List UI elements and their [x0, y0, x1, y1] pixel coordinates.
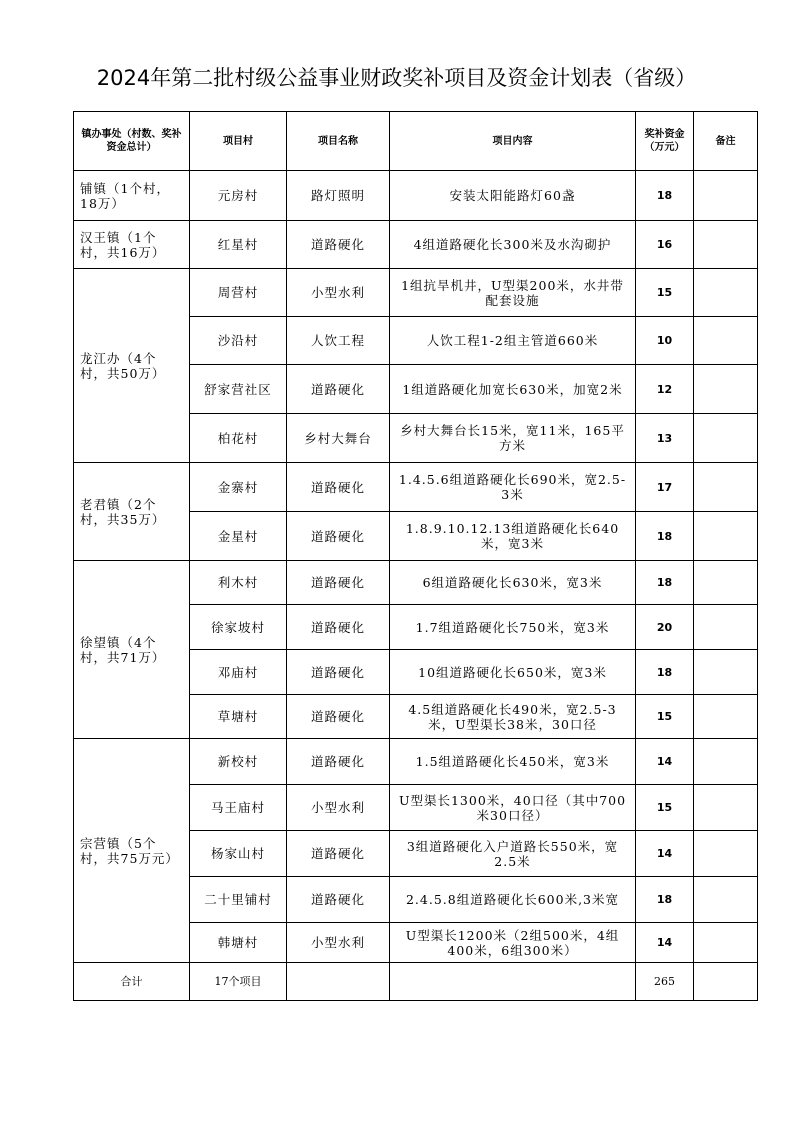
project-cell: 道路硬化 — [287, 561, 390, 605]
note-cell — [694, 739, 758, 785]
table-row — [74, 463, 758, 512]
table-row — [74, 561, 758, 605]
fund-cell: 18 — [636, 512, 694, 561]
town-cell: 龙江办（4个村，共50万） — [74, 269, 190, 463]
project-cell: 道路硬化 — [287, 739, 390, 785]
content-cell: 人饮工程1-2组主管道660米 — [390, 317, 636, 365]
content-cell: 乡村大舞台长15米，宽11米，165平方米 — [390, 414, 636, 463]
fund-cell: 13 — [636, 414, 694, 463]
project-cell: 道路硬化 — [287, 695, 390, 739]
content-cell: 4组道路硬化长300米及水沟砌护 — [390, 221, 636, 269]
fund-cell: 15 — [636, 269, 694, 317]
content-cell: 3组道路硬化入户道路长550米，宽2.5米 — [390, 831, 636, 877]
note-cell — [694, 269, 758, 317]
fund-cell: 18 — [636, 561, 694, 605]
content-cell: 1.4.5.6组道路硬化长690米，宽2.5-3米 — [390, 463, 636, 512]
note-cell — [694, 414, 758, 463]
fund-cell: 14 — [636, 739, 694, 785]
village-cell: 柏花村 — [190, 414, 287, 463]
header-fund: 奖补资金（万元） — [636, 112, 694, 171]
village-cell: 杨家山村 — [190, 831, 287, 877]
town-cell: 汉王镇（1个村，共16万） — [74, 221, 190, 269]
fund-cell: 18 — [636, 171, 694, 221]
total-label: 合计 — [74, 963, 190, 1001]
content-cell: 1.8.9.10.12.13组道路硬化长640米，宽3米 — [390, 512, 636, 561]
note-cell — [694, 605, 758, 650]
table-row — [74, 269, 758, 317]
header-note: 备注 — [694, 112, 758, 171]
village-cell: 红星村 — [190, 221, 287, 269]
project-cell: 道路硬化 — [287, 512, 390, 561]
fund-cell: 18 — [636, 877, 694, 923]
content-cell: U型渠长1200米（2组500米，4组400米，6组300米） — [390, 923, 636, 963]
project-table — [73, 111, 758, 1001]
project-cell: 道路硬化 — [287, 877, 390, 923]
content-cell: 1.5组道路硬化长450米，宽3米 — [390, 739, 636, 785]
note-cell — [694, 365, 758, 414]
total-project — [287, 963, 390, 1001]
content-cell: 安装太阳能路灯60盏 — [390, 171, 636, 221]
village-cell: 金星村 — [190, 512, 287, 561]
total-fund: 265 — [636, 963, 694, 1001]
project-cell: 道路硬化 — [287, 221, 390, 269]
project-cell: 路灯照明 — [287, 171, 390, 221]
note-cell — [694, 171, 758, 221]
content-cell: 10组道路硬化长650米，宽3米 — [390, 650, 636, 695]
project-cell: 小型水利 — [287, 269, 390, 317]
header-village: 项目村 — [190, 112, 287, 171]
note-cell — [694, 512, 758, 561]
content-cell: 6组道路硬化长630米，宽3米 — [390, 561, 636, 605]
town-cell: 老君镇（2个村，共35万） — [74, 463, 190, 561]
project-cell: 道路硬化 — [287, 463, 390, 512]
header-content: 项目内容 — [390, 112, 636, 171]
fund-cell: 20 — [636, 605, 694, 650]
note-cell — [694, 695, 758, 739]
content-cell: 4.5组道路硬化长490米，宽2.5-3米，U型渠长38米，30口径 — [390, 695, 636, 739]
page-title: 2024年第二批村级公益事业财政奖补项目及资金计划表（省级） — [96, 66, 697, 90]
village-cell: 周营村 — [190, 269, 287, 317]
note-cell — [694, 221, 758, 269]
project-cell: 人饮工程 — [287, 317, 390, 365]
village-cell: 元房村 — [190, 171, 287, 221]
total-count: 17个项目 — [190, 963, 287, 1001]
content-cell: 1组道路硬化加宽长630米，加宽2米 — [390, 365, 636, 414]
fund-cell: 17 — [636, 463, 694, 512]
content-cell: 2.4.5.8组道路硬化长600米,3米宽 — [390, 877, 636, 923]
fund-cell: 14 — [636, 831, 694, 877]
fund-cell: 14 — [636, 923, 694, 963]
content-cell: 1组抗旱机井，U型渠200米，水井带配套设施 — [390, 269, 636, 317]
table-row — [74, 739, 758, 785]
fund-cell: 10 — [636, 317, 694, 365]
header-row — [74, 112, 758, 171]
project-cell: 小型水利 — [287, 785, 390, 831]
note-cell — [694, 317, 758, 365]
note-cell — [694, 785, 758, 831]
village-cell: 草塘村 — [190, 695, 287, 739]
fund-cell: 15 — [636, 695, 694, 739]
village-cell: 邓庙村 — [190, 650, 287, 695]
village-cell: 舒家营社区 — [190, 365, 287, 414]
village-cell: 沙沿村 — [190, 317, 287, 365]
fund-cell: 18 — [636, 650, 694, 695]
table-row — [74, 171, 758, 221]
total-row — [74, 963, 758, 1001]
village-cell: 金寨村 — [190, 463, 287, 512]
village-cell: 马王庙村 — [190, 785, 287, 831]
total-note — [694, 963, 758, 1001]
table-row — [74, 221, 758, 269]
town-cell: 铺镇（1个村，18万） — [74, 171, 190, 221]
note-cell — [694, 831, 758, 877]
village-cell: 徐家坡村 — [190, 605, 287, 650]
village-cell: 二十里铺村 — [190, 877, 287, 923]
project-cell: 乡村大舞台 — [287, 414, 390, 463]
note-cell — [694, 561, 758, 605]
note-cell — [694, 877, 758, 923]
content-cell: 1.7组道路硬化长750米，宽3米 — [390, 605, 636, 650]
project-cell: 小型水利 — [287, 923, 390, 963]
total-content — [390, 963, 636, 1001]
note-cell — [694, 650, 758, 695]
village-cell: 利木村 — [190, 561, 287, 605]
town-cell: 宗营镇（5个村，共75万元） — [74, 739, 190, 963]
town-cell: 徐望镇（4个村，共71万） — [74, 561, 190, 739]
fund-cell: 16 — [636, 221, 694, 269]
village-cell: 新校村 — [190, 739, 287, 785]
note-cell — [694, 923, 758, 963]
fund-cell: 12 — [636, 365, 694, 414]
fund-cell: 15 — [636, 785, 694, 831]
header-project: 项目名称 — [287, 112, 390, 171]
project-cell: 道路硬化 — [287, 365, 390, 414]
content-cell: U型渠长1300米，40口径（其中700米30口径） — [390, 785, 636, 831]
village-cell: 韩塘村 — [190, 923, 287, 963]
project-cell: 道路硬化 — [287, 605, 390, 650]
header-town: 镇办事处（村数、奖补资金总计） — [74, 112, 190, 171]
note-cell — [694, 463, 758, 512]
project-cell: 道路硬化 — [287, 831, 390, 877]
project-cell: 道路硬化 — [287, 650, 390, 695]
